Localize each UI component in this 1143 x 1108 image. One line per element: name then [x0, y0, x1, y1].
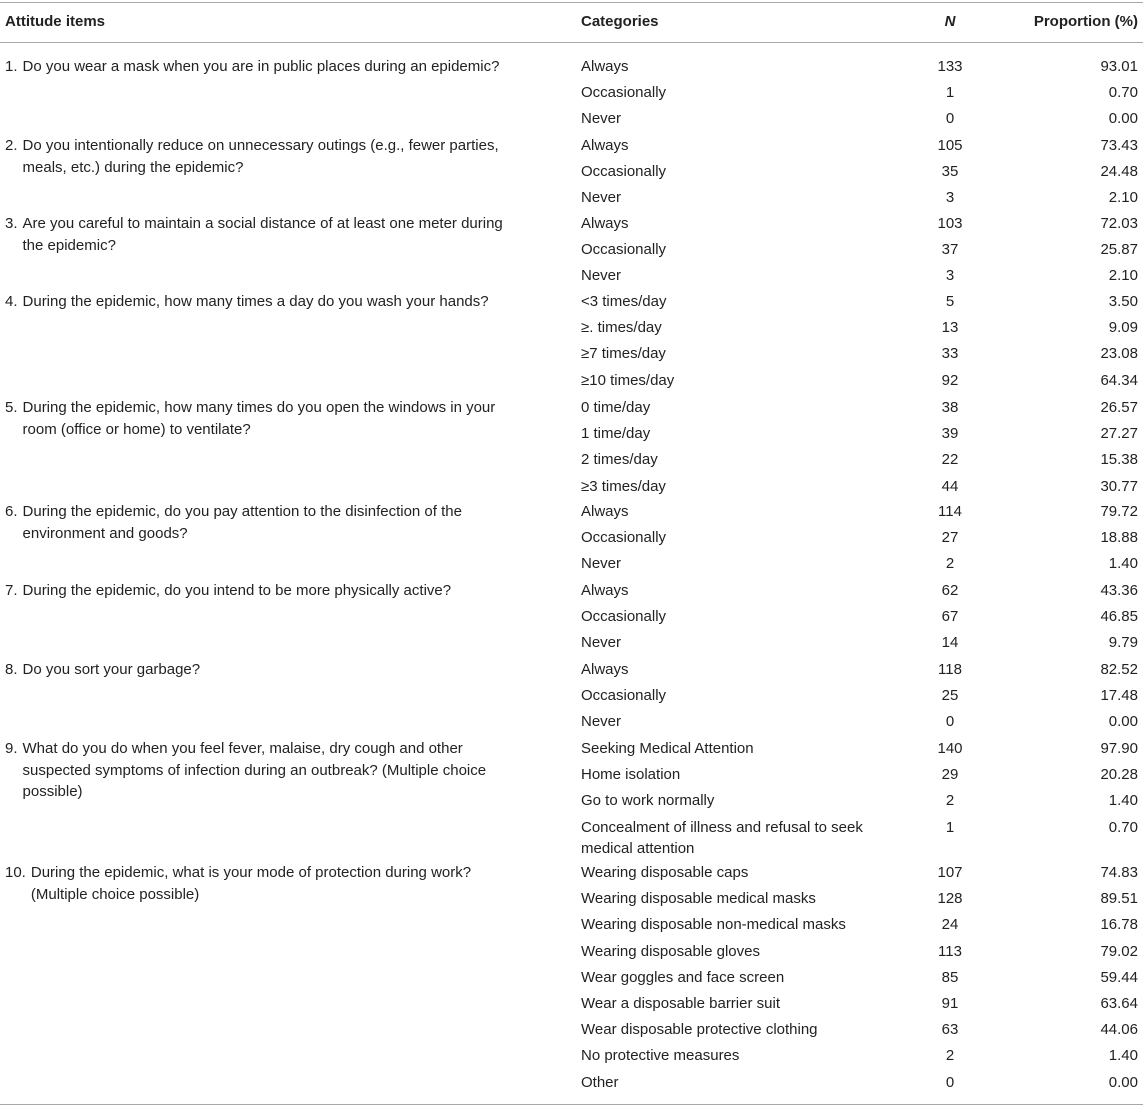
- proportion-cell: 15.38: [1100, 451, 1138, 469]
- category-cell: Always: [581, 215, 629, 232]
- proportion-cell: 27.27: [1100, 425, 1138, 443]
- proportion-cell: 79.72: [1100, 503, 1138, 520]
- proportion-cell: 97.90: [1100, 740, 1138, 757]
- item-number: 8.: [5, 661, 18, 678]
- category-cell: ≥3 times/day: [581, 477, 666, 495]
- item-text: During the epidemic, how many times a day do you wash your hands?: [22, 293, 489, 310]
- category-cell: Wearing disposable medical masks: [581, 890, 816, 908]
- proportion-cell: 17.48: [1100, 687, 1138, 705]
- category-cell: ≥10 times/day: [581, 371, 675, 389]
- proportion-cell: 63.64: [1100, 995, 1138, 1012]
- item-number: 5.: [5, 399, 18, 416]
- header-categories: Categories: [581, 13, 659, 30]
- item-text: Do you wear a mask when you are in public places during an epidemic?: [22, 58, 500, 75]
- category-cell: Wearing disposable non-medical masks: [581, 916, 846, 934]
- count-cell: 0: [945, 713, 955, 731]
- attitude-item: [5, 291, 515, 313]
- count-cell: 1: [945, 818, 955, 836]
- count-cell: 3: [945, 189, 955, 207]
- count-cell: 38: [941, 399, 959, 416]
- count-cell: 107: [937, 864, 963, 881]
- category-cell: Occasionally: [581, 241, 667, 259]
- proportion-cell: 0.70: [1108, 84, 1138, 102]
- attitude-item: [5, 56, 515, 78]
- count-cell: 33: [941, 345, 959, 363]
- item-text: Are you careful to maintain a social distance of at least one meter during the epidemic?: [22, 215, 503, 254]
- proportion-cell: 23.08: [1100, 345, 1138, 363]
- attitude-item: [5, 862, 515, 905]
- count-cell: 1: [945, 84, 955, 102]
- proportion-cell: 2.10: [1108, 189, 1138, 207]
- count-cell: 140: [937, 740, 963, 757]
- item-text: During the epidemic, do you intend to be more physically active?: [22, 582, 452, 599]
- proportion-cell: 74.83: [1100, 864, 1138, 881]
- count-cell: 133: [937, 58, 963, 75]
- item-number: 1.: [5, 58, 18, 75]
- category-cell: Occasionally: [581, 84, 667, 102]
- count-cell: 22: [941, 451, 959, 469]
- count-cell: 25: [941, 687, 959, 705]
- count-cell: 103: [937, 215, 963, 232]
- count-cell: 0: [945, 1073, 955, 1091]
- count-cell: 13: [941, 319, 959, 337]
- count-cell: 92: [941, 371, 959, 389]
- proportion-cell: 79.02: [1100, 942, 1138, 960]
- proportion-cell: 44.06: [1100, 1021, 1138, 1039]
- category-cell: Occasionally: [581, 529, 667, 547]
- proportion-cell: 3.50: [1108, 293, 1138, 310]
- item-number: 6.: [5, 503, 18, 520]
- category-cell: Never: [581, 634, 622, 652]
- item-text: During the epidemic, how many times do you open the windows in your room (office or home) to ventilate?: [22, 399, 496, 438]
- category-cell: Always: [581, 503, 629, 520]
- table-bottom-rule: [0, 1104, 1143, 1105]
- item-number: 2.: [5, 137, 18, 154]
- count-cell: 63: [941, 1021, 959, 1039]
- proportion-cell: 43.36: [1100, 582, 1138, 599]
- item-number: 3.: [5, 215, 18, 232]
- proportion-cell: 30.77: [1100, 477, 1138, 495]
- item-text: During the epidemic, do you pay attention to the disinfection of the environment and goods?: [22, 503, 462, 542]
- proportion-cell: 1.40: [1108, 792, 1138, 810]
- category-cell: Wearing disposable gloves: [581, 942, 760, 960]
- category-cell: Go to work normally: [581, 792, 715, 810]
- category-cell: ≥. times/day: [581, 319, 662, 337]
- proportion-cell: 1.40: [1108, 555, 1138, 573]
- header-proportion: Proportion (%): [1033, 13, 1138, 30]
- category-cell: Never: [581, 189, 622, 207]
- item-number: 4.: [5, 293, 18, 310]
- header-rule: [0, 42, 1143, 43]
- proportion-cell: 20.28: [1100, 766, 1138, 784]
- category-cell: 0 time/day: [581, 399, 651, 416]
- count-cell: 91: [941, 995, 959, 1012]
- proportion-cell: 24.48: [1100, 163, 1138, 181]
- count-cell: 3: [945, 267, 955, 285]
- item-text: During the epidemic, what is your mode of protection during work? (Multiple choice possible): [30, 864, 472, 903]
- proportion-cell: 0.00: [1108, 1073, 1138, 1091]
- count-cell: 14: [941, 634, 959, 652]
- proportion-cell: 9.79: [1108, 634, 1138, 652]
- category-cell: <3 times/day: [581, 293, 667, 310]
- category-cell: Seeking Medical Attention: [581, 740, 754, 757]
- proportion-cell: 82.52: [1100, 661, 1138, 678]
- proportion-cell: 9.09: [1108, 319, 1138, 337]
- table-top-rule: [0, 2, 1143, 3]
- count-cell: 5: [945, 293, 955, 310]
- proportion-cell: 64.34: [1100, 371, 1138, 389]
- proportion-cell: 25.87: [1100, 241, 1138, 259]
- proportion-cell: 16.78: [1100, 916, 1138, 934]
- count-cell: 85: [941, 968, 959, 986]
- count-cell: 128: [937, 890, 963, 908]
- count-cell: 39: [941, 425, 959, 443]
- count-cell: 113: [938, 942, 962, 960]
- count-cell: 0: [945, 110, 955, 128]
- proportion-cell: 18.88: [1100, 529, 1138, 547]
- category-cell: Always: [581, 661, 629, 678]
- count-cell: 114: [938, 503, 962, 520]
- item-text: What do you do when you feel fever, malaise, dry cough and other suspected symptoms of infection during an outbreak? (Multiple choice possible): [22, 740, 487, 800]
- count-cell: 105: [937, 137, 963, 154]
- proportion-cell: 0.00: [1108, 713, 1138, 731]
- item-text: Do you intentionally reduce on unnecessary outings (e.g., fewer parties, meals, etc.) during the epidemic?: [22, 137, 499, 176]
- count-cell: 37: [941, 241, 959, 259]
- category-cell: Wearing disposable caps: [581, 864, 749, 881]
- attitude-item: [5, 213, 515, 256]
- category-cell: No protective measures: [581, 1047, 740, 1065]
- header-attitude-items: Attitude items: [5, 13, 106, 30]
- category-cell: Always: [581, 137, 629, 154]
- category-cell: Never: [581, 110, 622, 128]
- category-cell: 2 times/day: [581, 451, 658, 469]
- proportion-cell: 26.57: [1100, 399, 1138, 416]
- category-cell: Never: [581, 267, 622, 285]
- attitude-item: [5, 397, 515, 440]
- header-n: N: [944, 13, 956, 30]
- proportion-cell: 46.85: [1100, 608, 1138, 626]
- count-cell: 62: [941, 582, 959, 599]
- count-cell: 24: [941, 916, 959, 934]
- item-number: 7.: [5, 582, 18, 599]
- proportion-cell: 93.01: [1100, 58, 1138, 75]
- category-cell: Concealment of illness and refusal to seek medical attention: [581, 818, 863, 858]
- proportion-cell: 72.03: [1100, 215, 1138, 232]
- category-cell: Always: [581, 582, 629, 599]
- count-cell: 27: [941, 529, 959, 547]
- count-cell: 35: [941, 163, 959, 181]
- category-cell: ≥7 times/day: [581, 345, 666, 363]
- count-cell: 67: [941, 608, 959, 626]
- count-cell: 29: [941, 766, 959, 784]
- proportion-cell: 89.51: [1100, 890, 1138, 908]
- category-cell: Occasionally: [581, 608, 667, 626]
- proportion-cell: 2.10: [1108, 267, 1138, 285]
- item-number: 10.: [5, 864, 26, 881]
- category-cell: Never: [581, 713, 622, 731]
- proportion-cell: 0.00: [1108, 110, 1138, 128]
- category-cell: Wear goggles and face screen: [581, 968, 785, 986]
- attitude-item: [5, 580, 515, 602]
- category-cell: Other: [581, 1073, 619, 1091]
- proportion-cell: 0.70: [1108, 818, 1138, 836]
- category-cell: Always: [581, 58, 629, 75]
- count-cell: 2: [945, 792, 955, 810]
- item-text: Do you sort your garbage?: [22, 661, 201, 678]
- attitude-item: [5, 135, 515, 178]
- count-cell: 2: [945, 555, 955, 573]
- category-cell: Occasionally: [581, 163, 667, 181]
- category-cell: Wear disposable protective clothing: [581, 1021, 818, 1039]
- attitude-item: [5, 501, 515, 544]
- category-cell: Home isolation: [581, 766, 681, 784]
- category-cell: Never: [581, 555, 622, 573]
- category-cell: 1 time/day: [581, 425, 651, 443]
- item-number: 9.: [5, 740, 18, 757]
- attitude-item: [5, 738, 515, 803]
- proportion-cell: 1.40: [1108, 1047, 1138, 1065]
- proportion-cell: 73.43: [1100, 137, 1138, 154]
- attitude-item: [5, 659, 515, 681]
- category-cell: Occasionally: [581, 687, 667, 705]
- proportion-cell: 59.44: [1100, 968, 1138, 986]
- count-cell: 2: [945, 1047, 955, 1065]
- category-cell: Wear a disposable barrier suit: [581, 995, 780, 1012]
- count-cell: 44: [941, 477, 959, 495]
- count-cell: 118: [938, 661, 962, 678]
